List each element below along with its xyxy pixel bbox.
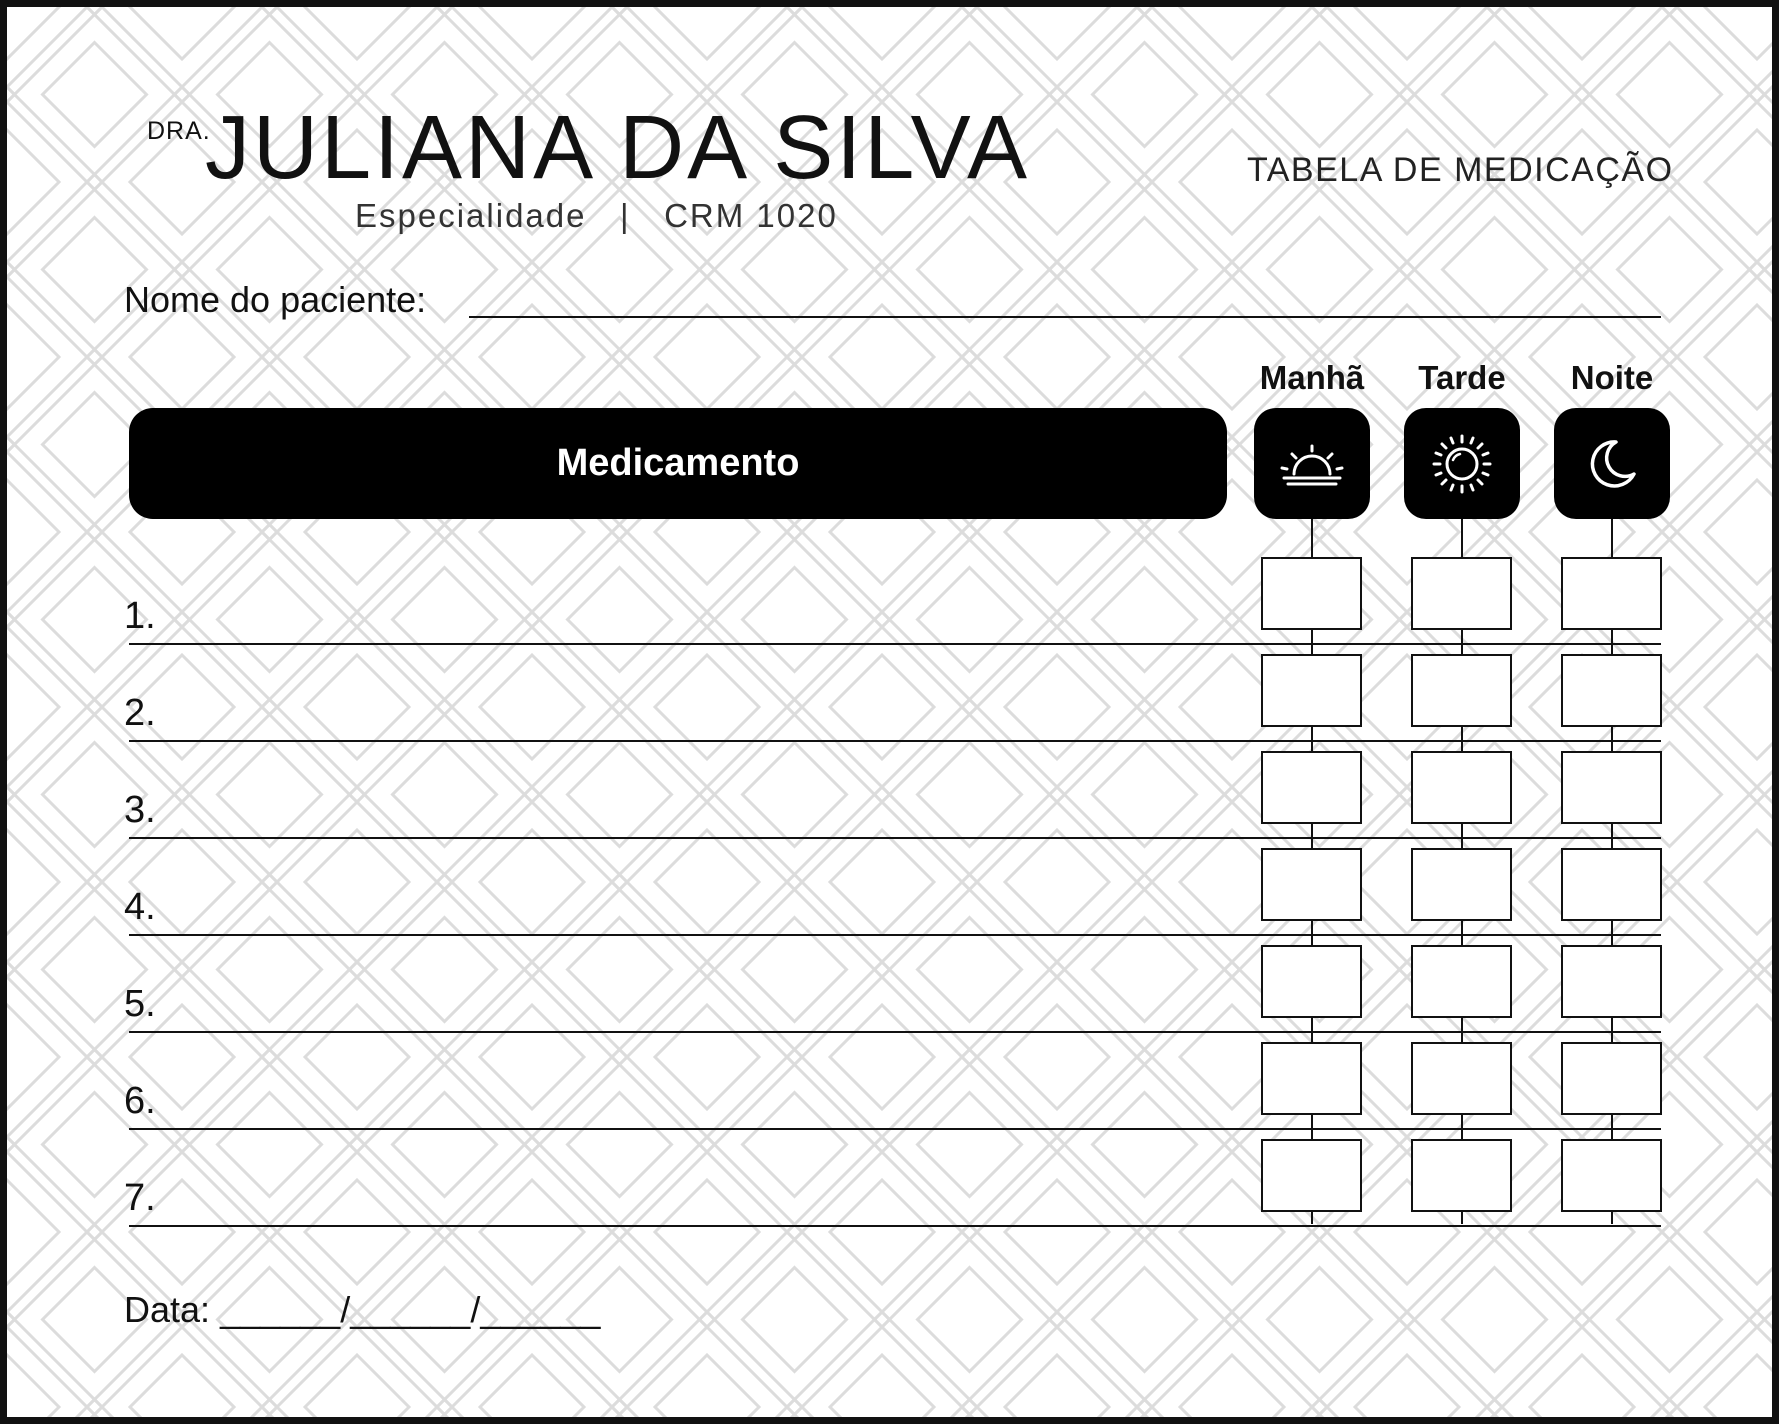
separator: | — [620, 197, 631, 234]
pattern-diamond — [480, 655, 584, 759]
pattern-diamond — [350, 700, 540, 890]
pattern-diamond — [1662, 1312, 1779, 1424]
pattern-diamond — [43, 43, 147, 147]
pattern-diamond — [655, 305, 759, 409]
pattern-diamond — [1050, 700, 1240, 890]
pattern-diamond — [875, 1050, 1065, 1240]
medication-header-label: Medicamento — [556, 442, 800, 484]
pattern-diamond — [612, 612, 802, 802]
pattern-diamond — [262, 962, 452, 1152]
pattern-diamond — [480, 1005, 584, 1109]
pattern-diamond — [1050, 1400, 1240, 1424]
sunrise-icon — [1272, 424, 1352, 504]
date-label: Data: — [124, 1289, 211, 1330]
moon-icon — [1572, 424, 1652, 504]
period-header-afternoon — [1404, 408, 1520, 519]
pattern-diamond — [875, 525, 1065, 715]
pattern-diamond — [1705, 7, 1779, 59]
pattern-diamond — [875, 1225, 1065, 1415]
pattern-diamond — [525, 700, 715, 890]
pattern-diamond — [1400, 1225, 1590, 1415]
pattern-diamond — [1705, 830, 1779, 934]
pattern-diamond — [1093, 1093, 1197, 1197]
pattern-diamond — [612, 1137, 802, 1327]
pattern-diamond — [875, 875, 1065, 1065]
pattern-diamond — [830, 655, 934, 759]
medication-line-3[interactable] — [129, 837, 1661, 839]
pattern-diamond — [830, 830, 934, 934]
checkbox-morning-7[interactable] — [1261, 1139, 1362, 1212]
pattern-diamond — [437, 962, 627, 1152]
checkbox-morning-6[interactable] — [1261, 1042, 1362, 1115]
period-label-morning: Manhã — [1259, 359, 1365, 396]
patient-name-label: Nome do paciente: — [124, 279, 427, 320]
pattern-diamond — [1662, 87, 1779, 277]
checkbox-night-1[interactable] — [1561, 557, 1662, 630]
pattern-diamond — [655, 1180, 759, 1284]
pattern-diamond — [393, 568, 497, 672]
checkbox-morning-3[interactable] — [1261, 751, 1362, 824]
pattern-diamond — [875, 175, 1065, 365]
pattern-diamond — [1705, 1005, 1779, 1109]
pattern-diamond — [1705, 130, 1779, 234]
doctor-name: JULIANA DA SILVA — [205, 98, 1030, 198]
medication-header — [129, 408, 1227, 519]
period-header-morning — [1254, 408, 1370, 519]
pattern-diamond — [393, 743, 497, 847]
pattern-diamond — [875, 700, 1065, 890]
pattern-diamond — [7, 1050, 190, 1240]
pattern-diamond — [7, 175, 190, 365]
row-number: 4. — [124, 886, 156, 928]
checkbox-night-6[interactable] — [1561, 1042, 1662, 1115]
period-label-afternoon: Tarde — [1418, 359, 1506, 396]
pattern-diamond — [568, 1093, 672, 1197]
pattern-diamond — [1093, 218, 1197, 322]
pattern-diamond — [1662, 612, 1779, 802]
pattern-diamond — [175, 875, 365, 1065]
pattern-diamond — [1050, 1050, 1240, 1240]
pattern-diamond — [655, 830, 759, 934]
pattern-diamond — [743, 568, 847, 672]
pattern-diamond — [918, 218, 1022, 322]
pattern-diamond — [437, 787, 627, 977]
checkbox-night-4[interactable] — [1561, 848, 1662, 921]
pattern-diamond — [305, 655, 409, 759]
pattern-diamond — [218, 1093, 322, 1197]
pattern-diamond — [830, 305, 934, 409]
pattern-diamond — [525, 1050, 715, 1240]
pattern-diamond — [525, 1400, 715, 1424]
pattern-diamond — [1225, 1225, 1415, 1415]
pattern-diamond — [830, 1180, 934, 1284]
pattern-diamond — [1618, 43, 1722, 147]
pattern-diamond — [1575, 1400, 1765, 1424]
checkbox-afternoon-7[interactable] — [1411, 1139, 1512, 1212]
period-header-night — [1554, 408, 1670, 519]
pattern-diamond — [612, 787, 802, 977]
pattern-diamond — [175, 175, 365, 365]
pattern-diamond — [175, 525, 365, 715]
pattern-diamond — [1750, 7, 1779, 190]
medication-line-2[interactable] — [129, 740, 1661, 742]
pattern-diamond — [87, 962, 277, 1152]
checkbox-afternoon-5[interactable] — [1411, 945, 1512, 1018]
specialty: Especialidade — [355, 197, 587, 234]
pattern-diamond — [1225, 175, 1415, 365]
pattern-diamond — [700, 875, 890, 1065]
patient-name-field[interactable] — [469, 316, 1661, 318]
pattern-diamond — [918, 1093, 1022, 1197]
medication-line-6[interactable] — [129, 1128, 1661, 1130]
pattern-diamond — [175, 1050, 365, 1240]
checkbox-morning-5[interactable] — [1261, 945, 1362, 1018]
pattern-diamond — [655, 655, 759, 759]
pattern-diamond — [350, 1050, 540, 1240]
crm-number: CRM 1020 — [664, 197, 838, 234]
pattern-diamond — [918, 743, 1022, 847]
pattern-diamond — [1093, 43, 1197, 147]
pattern-diamond — [7, 1400, 15, 1424]
pattern-diamond — [787, 612, 977, 802]
pattern-diamond — [962, 612, 1152, 802]
pattern-diamond — [700, 1400, 890, 1424]
checkbox-afternoon-2[interactable] — [1411, 654, 1512, 727]
pattern-diamond — [480, 830, 584, 934]
pattern-diamond — [1005, 655, 1109, 759]
checkbox-morning-1[interactable] — [1261, 557, 1362, 630]
pattern-diamond — [87, 787, 277, 977]
pattern-diamond — [1662, 1137, 1779, 1327]
pattern-diamond — [830, 1005, 934, 1109]
pattern-diamond — [1443, 1268, 1547, 1372]
pattern-diamond — [1050, 7, 1240, 190]
pattern-diamond — [1050, 1225, 1240, 1415]
doctor-credentials — [355, 197, 838, 235]
date-row — [124, 1289, 600, 1331]
pattern-diamond — [262, 787, 452, 977]
checkbox-afternoon-3[interactable] — [1411, 751, 1512, 824]
pattern-diamond — [1093, 1268, 1197, 1372]
pattern-diamond — [1050, 875, 1240, 1065]
pattern-diamond — [525, 875, 715, 1065]
pattern-diamond — [743, 743, 847, 847]
checkbox-morning-2[interactable] — [1261, 654, 1362, 727]
pattern-diamond — [1268, 218, 1372, 322]
pattern-diamond — [1662, 787, 1779, 977]
pattern-diamond — [1400, 1400, 1590, 1424]
pattern-diamond — [1705, 1180, 1779, 1284]
pattern-diamond — [7, 7, 15, 190]
pattern-diamond — [1093, 743, 1197, 847]
checkbox-morning-4[interactable] — [1261, 848, 1362, 921]
pattern-diamond — [350, 1400, 540, 1424]
pattern-diamond — [568, 743, 672, 847]
background-pattern — [7, 7, 1779, 1424]
pattern-diamond — [175, 1400, 365, 1424]
doctor-prefix: DRA. — [147, 117, 211, 145]
pattern-diamond — [962, 962, 1152, 1152]
pattern-diamond — [1618, 218, 1722, 322]
checkbox-afternoon-6[interactable] — [1411, 1042, 1512, 1115]
pattern-diamond — [1705, 480, 1779, 584]
pattern-diamond — [1705, 655, 1779, 759]
pattern-diamond — [437, 612, 627, 802]
checkbox-night-7[interactable] — [1561, 1139, 1662, 1212]
medication-line-5[interactable] — [129, 1031, 1661, 1033]
pattern-diamond — [1443, 43, 1547, 147]
pattern-diamond — [7, 875, 190, 1065]
pattern-diamond — [7, 1355, 59, 1424]
pattern-diamond — [1268, 1268, 1372, 1372]
pattern-diamond — [7, 7, 102, 102]
pattern-diamond — [393, 1093, 497, 1197]
pattern-diamond — [87, 612, 277, 802]
pattern-diamond — [962, 1137, 1152, 1327]
pattern-diamond — [350, 525, 540, 715]
medication-line-4[interactable] — [129, 934, 1661, 936]
pattern-diamond — [7, 7, 15, 15]
pattern-diamond — [875, 1400, 1065, 1424]
pattern-diamond — [655, 1005, 759, 1109]
pattern-diamond — [700, 1225, 890, 1415]
pattern-diamond — [1005, 305, 1109, 409]
pattern-diamond — [1443, 218, 1547, 322]
period-label-night: Noite — [1570, 359, 1654, 396]
pattern-diamond — [787, 1137, 977, 1327]
pattern-diamond — [218, 568, 322, 672]
pattern-diamond — [918, 568, 1022, 672]
pattern-diamond — [743, 1093, 847, 1197]
pattern-diamond — [700, 700, 890, 890]
checkbox-night-2[interactable] — [1561, 654, 1662, 727]
pattern-diamond — [7, 7, 190, 190]
pattern-diamond — [1575, 1225, 1765, 1415]
pattern-diamond — [612, 962, 802, 1152]
date-field[interactable]: ______/______/______ — [220, 1289, 601, 1330]
pattern-diamond — [787, 962, 977, 1152]
pattern-diamond — [1750, 1400, 1779, 1424]
row-number: 2. — [124, 692, 156, 734]
pattern-diamond — [1005, 830, 1109, 934]
row-number: 1. — [124, 595, 156, 637]
pattern-diamond — [1750, 7, 1779, 15]
pattern-diamond — [1093, 568, 1197, 672]
row-number: 6. — [124, 1080, 156, 1122]
pattern-diamond — [700, 1050, 890, 1240]
pattern-diamond — [1618, 1268, 1722, 1372]
row-number: 3. — [124, 789, 156, 831]
pattern-diamond — [1575, 175, 1765, 365]
pattern-diamond — [1225, 1400, 1415, 1424]
medication-line-7[interactable] — [129, 1225, 1661, 1227]
sun-icon — [1422, 424, 1502, 504]
pattern-diamond — [1050, 175, 1240, 365]
pattern-diamond — [7, 700, 190, 890]
pattern-diamond — [480, 1180, 584, 1284]
pattern-diamond — [1662, 437, 1779, 627]
pattern-diamond — [1005, 1180, 1109, 1284]
pattern-diamond — [305, 830, 409, 934]
pattern-diamond — [568, 568, 672, 672]
pattern-diamond — [700, 525, 890, 715]
pattern-diamond — [262, 612, 452, 802]
pattern-diamond — [1050, 525, 1240, 715]
pattern-diamond — [1005, 1005, 1109, 1109]
pattern-diamond — [1662, 962, 1779, 1152]
checkbox-night-3[interactable] — [1561, 751, 1662, 824]
pattern-diamond — [350, 875, 540, 1065]
pattern-diamond — [218, 743, 322, 847]
pattern-diamond — [175, 700, 365, 890]
medication-line-1[interactable] — [129, 643, 1661, 645]
row-number: 5. — [124, 983, 156, 1025]
pattern-diamond — [305, 1180, 409, 1284]
pattern-diamond — [1662, 262, 1779, 452]
pattern-diamond — [480, 305, 584, 409]
checkbox-night-5[interactable] — [1561, 945, 1662, 1018]
pattern-diamond — [743, 1268, 847, 1372]
checkbox-afternoon-4[interactable] — [1411, 848, 1512, 921]
pattern-diamond — [1705, 1355, 1779, 1424]
pattern-diamond — [962, 787, 1152, 977]
pattern-diamond — [525, 525, 715, 715]
pattern-diamond — [7, 7, 59, 59]
pattern-diamond — [305, 1005, 409, 1109]
pattern-diamond — [918, 1268, 1022, 1372]
sheet-title: TABELA DE MEDICAÇÃO — [1247, 151, 1674, 189]
pattern-diamond — [7, 525, 190, 715]
checkbox-afternoon-1[interactable] — [1411, 557, 1512, 630]
pattern-diamond — [1400, 175, 1590, 365]
pattern-diamond — [1705, 305, 1779, 409]
pattern-diamond — [787, 787, 977, 977]
pattern-diamond — [1268, 43, 1372, 147]
row-number: 7. — [124, 1177, 156, 1219]
